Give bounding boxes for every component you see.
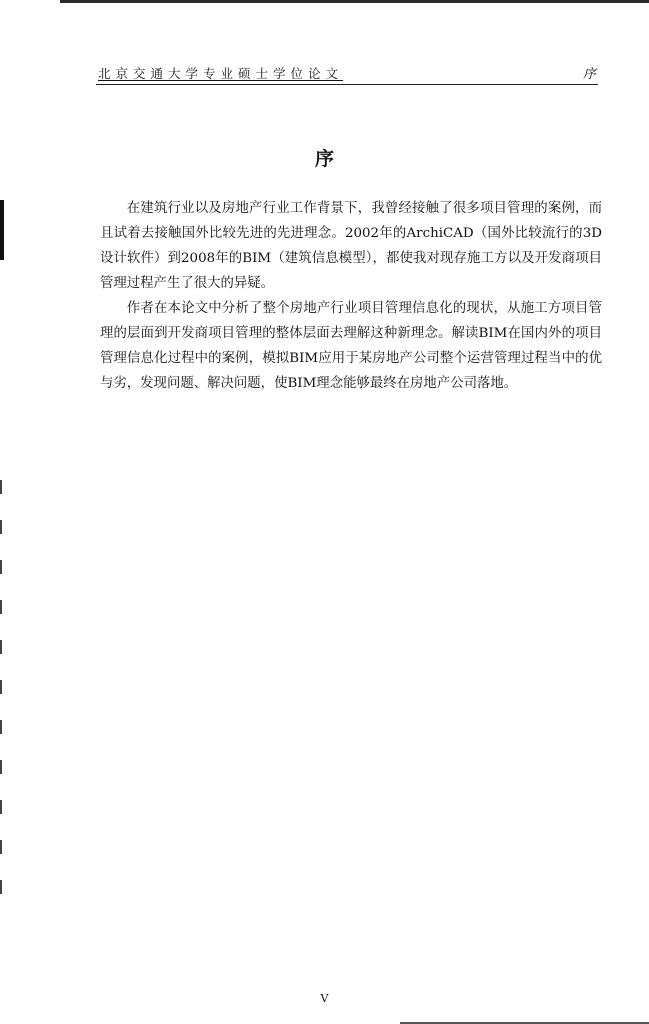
scan-edge-top	[60, 0, 649, 3]
running-header	[96, 62, 598, 85]
page-number: V	[320, 992, 329, 1005]
scan-edge-left-dashes	[0, 480, 2, 900]
preface-body	[100, 196, 602, 396]
paragraph-2: 作者在本论文中分析了整个房地产行业项目管理信息化的现状，从施工方项目管理的层面到开发商项目管理的整体层面去理解这种新理念。解读BIM在国内外的项目管理信息化过程中的案例，模拟BIM应用于某房地产公司整个运营管理过程当中的优与劣，发现问题、解决问题，使BIM理念能够最终在房地产公司落地。	[100, 301, 602, 391]
header-thesis-title: 北京交通大学专业硕士学位论文	[98, 66, 344, 81]
scan-edge-left-mark	[0, 200, 4, 260]
paragraph-1: 在建筑行业以及房地产行业工作背景下，我曾经接触了很多项目管理的案例，而且试着去接触国外比较先进的先进理念。2002年的ArchiCAD（国外比较流行的3D设计软件）到2008年的BIM（建筑信息模型），都使我对现存施工方以及开发商项目管理过程产生了很大的异疑。	[100, 201, 602, 291]
chapter-title: 序	[314, 148, 334, 170]
header-section-name: 序	[582, 67, 596, 82]
